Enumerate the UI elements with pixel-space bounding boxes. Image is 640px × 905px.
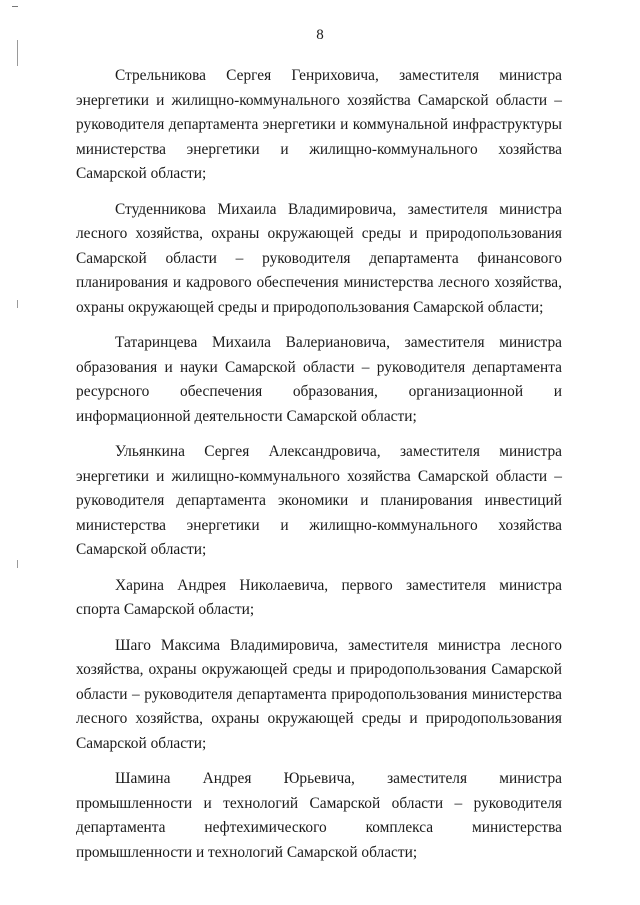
paragraph-shago: Шаго Максима Владимировича, заместителя министра лесного хозяйства, охраны окружающей среды и природопользования Самарской области – руководителя департамента природопользования министерства лесного хозяйства, охраны окружающей среды и природопользования Самарской области; <box>76 636 562 752</box>
document-body <box>76 64 562 876</box>
paragraph-strelnikov: Стрельникова Сергея Генриховича, заместителя министра энергетики и жилищно-коммунального хозяйства Самарской области – руководителя департамента энергетики и коммунальной инфраструктуры министерства энергетики и жилищно-коммунального хозяйства Самарской области; <box>76 67 562 182</box>
paragraph-ulyankin: Ульянкина Сергея Александровича, заместителя министра энергетики и жилищно-коммунального хозяйства Самарской области – руководителя департамента экономики и планирования инвестиций министерства энергетики и жилищно-коммунального хозяйства Самарской области; <box>76 443 562 558</box>
paragraph-tatarintsev: Татаринцева Михаила Валериановича, заместителя министра образования и науки Самарской области – руководителя департамента ресурсного обеспечения образования, организационной и информационной деятельности Самарской области; <box>76 334 562 425</box>
page-number: 8 <box>316 27 324 43</box>
scan-edge-mark <box>17 560 18 568</box>
scan-corner-mark <box>12 6 18 7</box>
scan-edge-mark <box>17 300 18 308</box>
paragraph-shamin: Шамина Андрея Юрьевича, заместителя министра промышленности и технологий Самарской области – руководителя департамента нефтехимического комплекса министерства промышленности и технологий Самарской области; <box>76 770 562 861</box>
paragraph-kharin: Харина Андрея Николаевича, первого заместителя министра спорта Самарской области; <box>76 576 562 618</box>
paragraph-studennikov: Студенникова Михаила Владимировича, заместителя министра лесного хозяйства, охраны окружающей среды и природопользования Самарской области – руководителя департамента финансового планирования и кадрового обеспечения министерства лесного хозяйства, охраны окружающей среды и природопользования Самарской области; <box>76 200 562 316</box>
